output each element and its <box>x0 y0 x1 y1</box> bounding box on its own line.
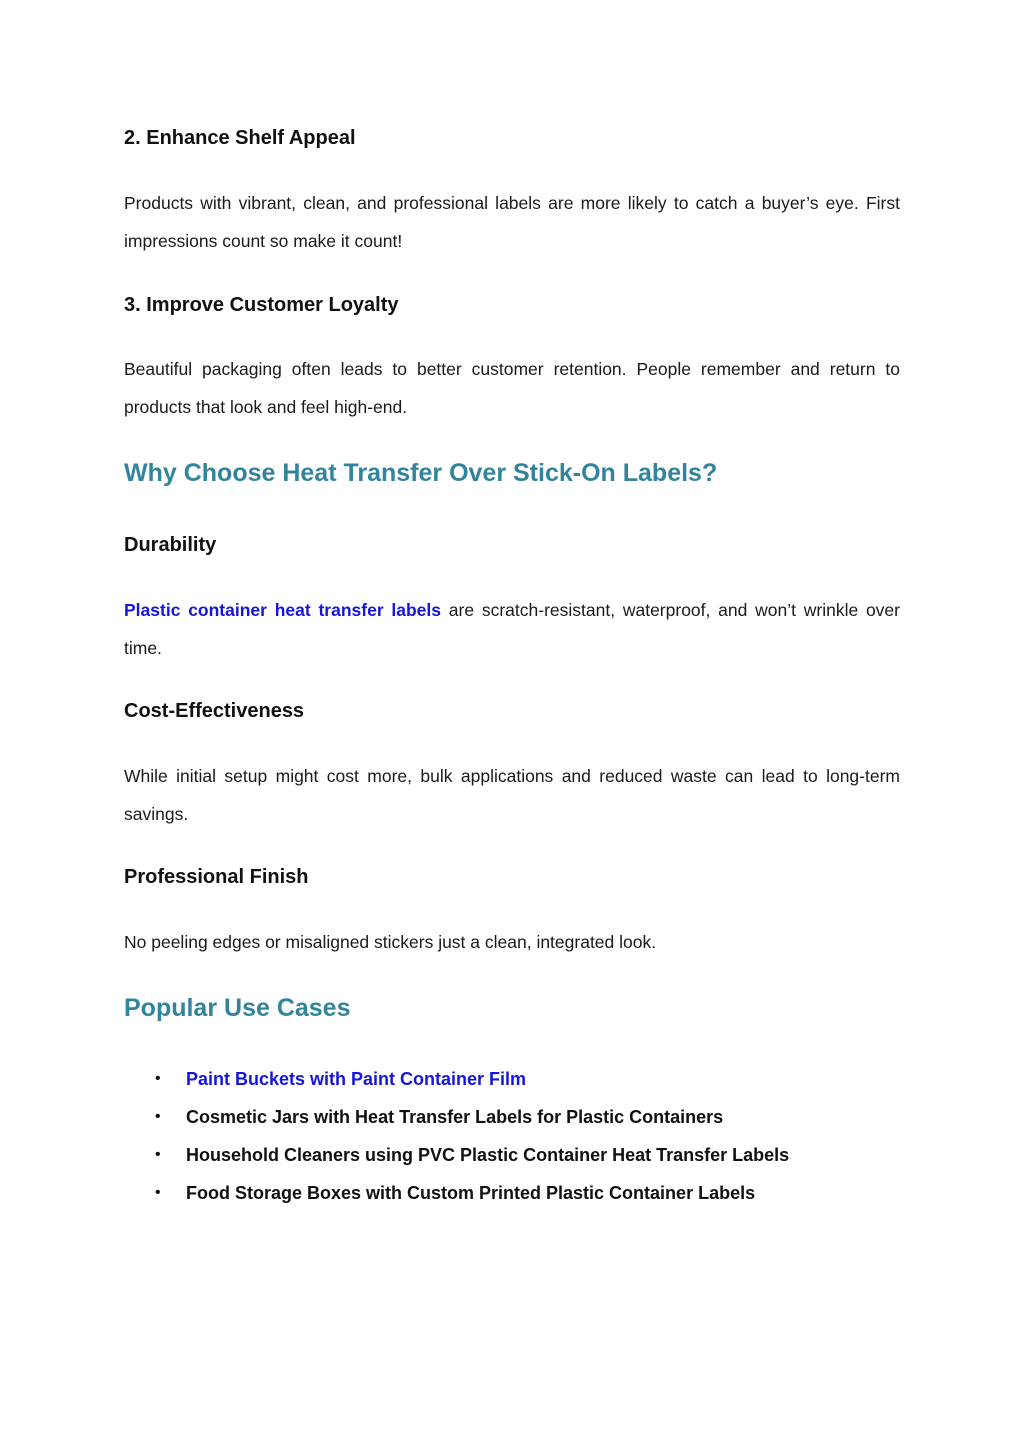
list-item-text: Household Cleaners using PVC Plastic Container Heat Transfer Labels <box>186 1145 790 1165</box>
bullet-icon: • <box>155 1108 161 1125</box>
heading-why-choose-heat-transfer: Why Choose Heat Transfer Over Stick-On Labels? <box>124 459 718 487</box>
bullet-icon: • <box>155 1184 161 1201</box>
use-cases-list <box>124 1060 789 1212</box>
list-item-text: Food Storage Boxes with Custom Printed Plastic Container Labels <box>186 1183 756 1203</box>
paragraph-cost-effectiveness: While initial setup might cost more, bulk applications and reduced waste can lead to long-term savings. <box>124 766 900 824</box>
plastic-container-labels-link[interactable]: Plastic container heat transfer labels <box>124 600 442 620</box>
list-item-text: Cosmetic Jars with Heat Transfer Labels for Plastic Containers <box>186 1107 724 1127</box>
paragraph-durability-text: are scratch-resistant, waterproof, and won’t wrinkle over time. <box>124 600 900 658</box>
paragraph-shelf-appeal: Products with vibrant, clean, and professional labels are more likely to catch a buyer’s eye. First impressions count so make it count! <box>124 193 900 251</box>
list-item <box>124 1136 789 1174</box>
heading-popular-use-cases: Popular Use Cases <box>124 994 351 1022</box>
heading-durability: Durability <box>124 534 217 556</box>
paragraph-durability <box>124 591 900 667</box>
heading-enhance-shelf-appeal: 2. Enhance Shelf Appeal <box>124 127 356 149</box>
bullet-icon: • <box>155 1070 161 1087</box>
paragraph-professional-finish: No peeling edges or misaligned stickers just a clean, integrated look. <box>124 932 657 952</box>
list-item <box>124 1098 789 1136</box>
heading-improve-customer-loyalty: 3. Improve Customer Loyalty <box>124 294 399 316</box>
paint-container-film-link[interactable]: Paint Buckets with Paint Container Film <box>186 1069 527 1089</box>
heading-professional-finish: Professional Finish <box>124 866 309 888</box>
list-item <box>124 1174 789 1212</box>
heading-cost-effectiveness: Cost-Effectiveness <box>124 700 305 722</box>
list-item[interactable] <box>124 1060 789 1098</box>
paragraph-customer-loyalty: Beautiful packaging often leads to better customer retention. People remember and return to products that look and feel high-end. <box>124 359 900 417</box>
bullet-icon: • <box>155 1146 161 1163</box>
